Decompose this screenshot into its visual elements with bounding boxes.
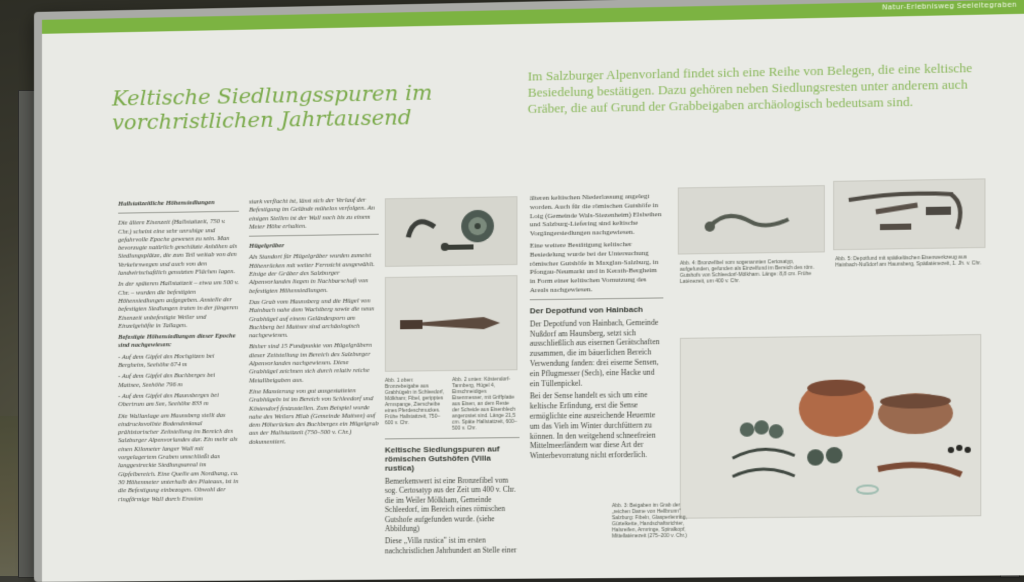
col1-paragraph-3: Die Wallanlage am Haunsberg stellt das eindrucksvollste Bodendenkmal prähistorischer Zeitstellung im Bereich des Salzburger Alpenvorlandes dar. Ein mehr als einen Kilometer langer Wall mit vorgelagertem Graben umschließt das langgestreckte Siedlungsareal im Gipfelbereich. Eine Quelle am Nordhang, ca. 30 Höhenmeter unterhalb des Plateaus, ist in die Befestigung einbezogen. Obwohl der ringförmige Wall durch Erosion — [118, 411, 239, 503]
caption-figure-3: Abb. 3: Beigaben im Grab der „reichen Dame von Hellbrunn" Salzburg: Fibeln, Glasperlenring, Gürtelkette, Handschaftsrichter, Halsreifen, Armringe, Spiralkopf, Mittellatènezeit (275–200 v. Chr.) — [611, 502, 688, 540]
col2-heading: Hügelgräber — [249, 242, 285, 250]
column-4 — [530, 192, 664, 464]
col2-paragraph-2: Das Grab vom Haunsberg und die Hügel von Hainbach nahe dem Wachtberg sowie die neun Grabhügel auf einem Geländesporn am Buchberg bei Mattsee sind archäologisch nachgewiesen. — [249, 297, 375, 340]
col3-paragraph-2: Diese „Villa rustica" ist im ersten nachchristlichen Jahrhundert an Stelle einer — [384, 535, 517, 556]
photo-iron-knife — [385, 275, 518, 372]
sign-panel — [42, 0, 1024, 582]
col1-heading: Hallstattzeitliche Höhensiedlungen — [118, 199, 215, 208]
col1-list-item: - Auf dem Gipfel des Hochgitzen bei Bergheim, Seehöhe 674 m — [118, 352, 215, 370]
photo-grave-goods — [680, 334, 981, 519]
photo-bronze-fibula — [678, 185, 825, 254]
column-1 — [118, 199, 239, 507]
col4-paragraph-3: Der Depotfund von Hainbach, Gemeinde Nußdorf am Haunsberg, setzt sich ausschließlich aus eisernen Gerätschaften zusammen, die im bäuerlichen Bereich Verwendung fanden: drei eiserne Sensen, ein Pflugmesser (Sech), eine Hacke und ein Tüllenpickel. — [529, 317, 660, 388]
photo-bronze-ornaments — [385, 196, 518, 267]
bronze-ornaments-illustration — [386, 197, 517, 266]
sign-title — [112, 80, 446, 134]
col4-paragraph-4: Bei der Sense handelt es sich um eine keltische Erfindung, erst die Sense ermöglichte eine ausreichende Heuernte um das Vieh im Winter durchfüttern zu können. In den weitgehend schneefreien Mittelmeerländern war diese Art der Winterbevorratung nicht erforderlich. — [529, 390, 656, 461]
bronze-fibula-illustration — [679, 186, 824, 253]
caption-figure-4: Abb. 4: Bronzefibel vom sogenannten Certosatyp, aufgefunden, gefunden als Einzelfund im Bereich des röm. Gutshofs von Schleedorf-Mölkham. Länge: 8,8 cm. Frühe Latènezeit, um 400 v. Chr. — [679, 258, 815, 286]
iron-tools-illustration — [834, 179, 984, 249]
col2-paragraph-1: Als Standort für Hügelgräber wurden zumeist Höhenrücken mit weiter Fernsicht ausgewählt. Einige der Gräber des Salzburger Alpenvorlandes liegen in Nachbarschaft von befestigten Höhensiedlungen. — [249, 252, 375, 295]
iron-knife-illustration — [386, 276, 517, 371]
header-bar-text: Natur-Erlebnisweg Seeleitegraben — [881, 0, 1017, 12]
divider — [530, 297, 664, 300]
caption-figure-1: Abb. 1 oben: Bronzebeigabe aus Grabhügeln in Schleedorf, Mölkham; Fibel, geripptes Armspange, Zierscheibe eines Pferdeschmuckes. Frühe Hallstattzeit, 750–600 v. Chr. — [384, 377, 444, 427]
col4-heading: Der Depotfund von Hainbach — [529, 304, 643, 316]
col1-list-item: - Auf dem Gipfel des Buchberges bei Mattsee, Seehöhe 796 m — [118, 372, 216, 389]
grave-goods-illustration — [681, 335, 980, 518]
caption-figure-2: Abb. 2 unten: Köstendorf-Tannberg, Hügel 4, Einschneidiges Eisenmesser, mit Griffplatte aus Eisen, an dem Reste der Scheide aus Eisenblech angerostet sind. Länge 21,5 cm. Späte Hallstattzeit, 600–500 v. Chr. — [452, 376, 518, 432]
sign-frame — [34, 0, 1024, 582]
col2-paragraph-3: Bisher sind 15 Fundpunkte von Hügelgräbern dieser Zeitstellung im Bereich des Salzburger Alpenvorlandes nachgewiesen. Diese Grabhügel zeichnen sich durch relativ reiche Metallbeigaben aus. — [249, 342, 373, 385]
divider — [118, 211, 239, 214]
column-3-text — [385, 433, 520, 559]
col1-paragraph-2: In der späteren Hallstattzeit – etwa um 500 v. Chr. – wurden die befestigten Höhensiedlungen aufgegeben. Anstelle der befestigten Siedlungen traten in der jüngeren Eisenzeit unbefestigte Weiler und Einzelgehöfte in Tallagen. — [118, 279, 239, 330]
title-line-1: Keltische Siedlungsspuren im — [112, 80, 433, 111]
sign-header-bar — [42, 0, 1024, 34]
divider — [249, 234, 379, 237]
col1-list-heading: Befestigte Höhensiedlungen dieser Epoche sind nachgewiesen: — [118, 332, 236, 350]
col2-paragraph-4: Eine Massierung von gut ausgestatteten Grabhügeln ist im Bereich von Schleedorf und Köstendorf festzustellen. Zum Beispiel wurde nahe des Weilers Hlab (Gemeinde Mattsee) auf dem Höherücken des Buchberges ein Hügelgrab aus der Hallstattzeit (750–500 v. Chr.) dokumentiert. — [249, 387, 379, 446]
col3-paragraph-1: Bemerkenswert ist eine Bronzefibel vom sog. Certosatyp aus der Zeit um 400 v. Chr. die im Weiler Mölkham, Gemeinde Schleedorf, im Bereich eines römischen Gutshofe aufgefunden wurde. (siehe Abbildung) — [384, 475, 516, 534]
col2-paragraph-top: stark verflacht ist, lässt sich der Verlauf der Befestigung im Gelände mühelos verfolgen. An einigen Stellen ist der Wall noch bis zu einem Meter Höhe erhalten. — [249, 196, 375, 231]
intro-text: Im Salzburger Alpenvorland findet sich eine Reihe von Belegen, die eine keltische Besiedelung bestätigen. Dazu gehören neben Siedlungsresten unter anderem auch Gräber, die auf Grund der Grabbeigaben archäologisch bedeutsam sind. — [527, 59, 973, 117]
col4-paragraph-top: älteren keltischen Niederlassung angelegt worden. Auch für die römischen Gutshöfe in Loig (Gemeinde Wals-Siezenheim) Elsbethen und Salzburg-Liefering sind keltische Vorgängersiedlungen nachgewiesen. — [529, 192, 662, 238]
caption-figure-5: Abb. 5: Depotfund mit spätkeltischen Eisenwerkzeug aus Hainbach-Nußdorf am Haunsberg, Spätlatènezeit, 1. Jh. v. Chr. — [835, 254, 982, 269]
col1-list-item: - Auf dem Gipfel des Haunsberges bei Obertrum am See, Seehöhe 833 m — [118, 391, 219, 409]
photo-iron-tools — [833, 178, 985, 250]
column-2 — [249, 196, 379, 449]
col1-paragraph-1: Die ältere Eisenzeit (Hallstattzeit, 750 v. Chr.) scheint eine sehr unruhige und gefahrvolle Epoche gewesen zu sein. Man bevorzugte natürlich geschützte Anhöhen als Siedlungsplätze, die zum Teil weitab von den Verkehrswegen und auch von den landwirtschaftlich genutzten Flächen lagen. — [118, 218, 238, 277]
col3-heading: Keltische Siedlungspuren auf römischen Gutshöfen (Villa rustica) — [384, 444, 500, 473]
title-line-2: vorchristlichen Jahrtausend — [112, 105, 412, 135]
col4-paragraph-2: Eine weitere Bestätigung keltischer Besiedelung wurde bei der Untersuchung römischer Gutshöfe in Maxglan-Salzburg, in Pfongau-Neumarkt und in Kerath-Bergheim in Form einer keltischen Vornutzung des Areals nachgewiesen. — [529, 239, 659, 295]
divider — [385, 437, 520, 439]
